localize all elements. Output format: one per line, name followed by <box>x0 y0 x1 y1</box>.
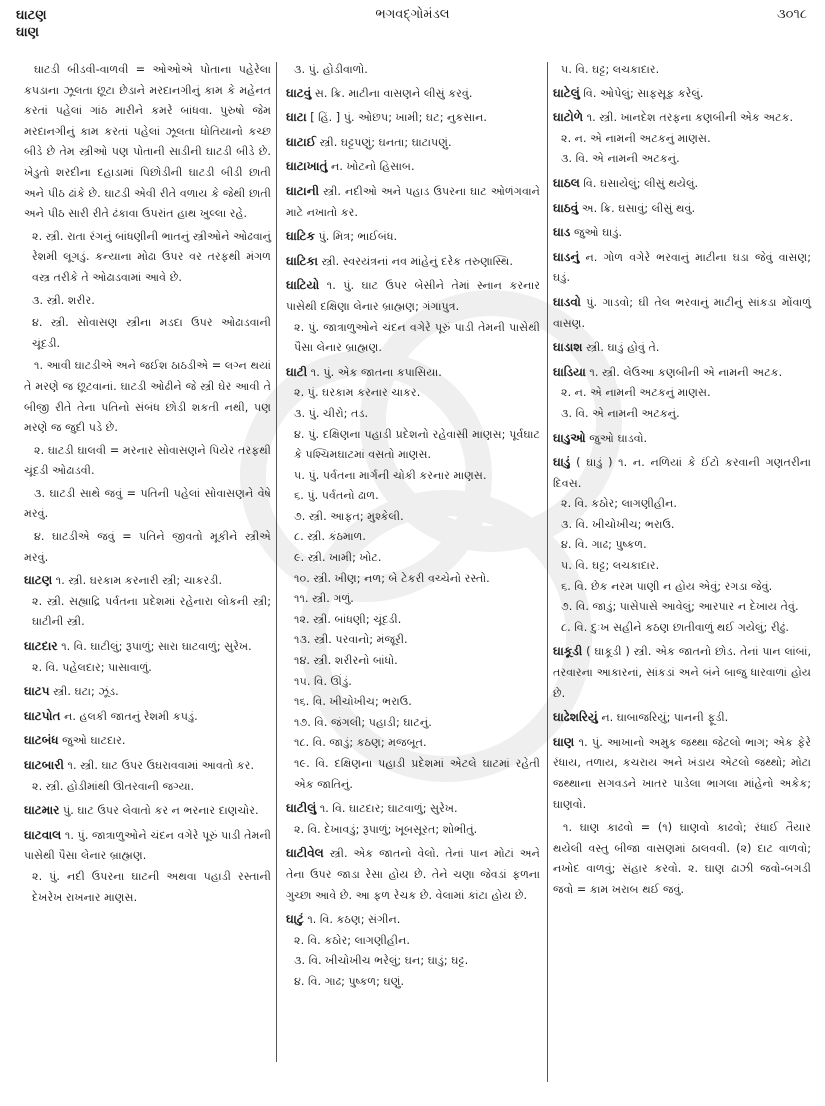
headword: ઘાટિક <box>286 229 315 244</box>
sense: ૯. સ્ત્રી. ખામી; ખોટ. <box>294 551 382 565</box>
sense: ૫. વિ. ઘટ્ટ; લચકાદાર. <box>561 559 660 573</box>
sense: ૪. વિ. ગાઢ; પુષ્કળ; ઘણું. <box>294 974 405 988</box>
sense: ૩. સ્ત્રી. શરીર. <box>32 293 95 307</box>
headword: ઘાટાઈ <box>286 134 316 149</box>
definition: ૧. વિ. ઘાટદાર; ઘાટવાળું; સુરેખ. <box>319 802 458 816</box>
headword: ઘાટોળે <box>553 110 584 125</box>
definition: ન. હલકી જાતનું રેશમી કપડું. <box>64 709 198 723</box>
page-number: ૩૦૧૮ <box>776 7 807 22</box>
headword: ઘાટીલું <box>286 801 317 816</box>
guide-word-first: ઘાટણ <box>16 8 47 23</box>
headword: ઘાણ <box>553 734 575 749</box>
definition: ૧. વિ. ઘાટીલું; રૂપાળું; સારા ઘાટવાળું; સુરેખ. <box>61 640 252 654</box>
column-divider <box>547 62 548 1082</box>
sense: ૨. સ્ત્રી. હોડીમાંથી ઊતરવાની જગ્યા. <box>32 779 195 793</box>
sense: ૬. વિ. છેક નરમ પાણી ન હોય એવું; રગડા જેવું. <box>561 579 773 593</box>
dictionary-entry <box>553 107 811 170</box>
definition: ૧. પું. આખાનો અમુક જથ્થા જેટલો ભાગ; એક ફેરે રંધાય, તળાય, કચરાય અને ખંડાય એટલો જથ્થો; મોટા જથ્થાના સગવડને ખાતર પાડેલા ભાગલા માંહેનો અકેક; ઘાણવો. <box>553 735 811 811</box>
sense: ૨. સ્ત્રી. રાતા રંગનું બાંધણીની ભાતનું સ્ત્રીઓને ઓઢવાનું રેશમી લૂગડું. કન્યાના મોઢા ઉપર વર તરફથી મંગળ વસ્ત્ર તરીકે તે ઓઢાડવામાં આવે છે. <box>32 229 271 284</box>
sense: ૭. સ્ત્રી. આફત; મુશ્કેલી. <box>294 509 404 523</box>
sense: ૮. વિ. દુઃખ સહીને કઠણ છાતીવાળું થઈ ગયેલું; રીઢું. <box>561 620 789 634</box>
dictionary-entry <box>553 83 811 105</box>
sense: ૭. વિ. જાડું; પાસેપાસે આવેલું; આરપાર ન દેખાય તેવું. <box>561 600 799 614</box>
definition: સ્ત્રી. ઘટા; ઝૂંડ. <box>53 685 119 699</box>
definition: અ. ક્રિ. ઘસાવું; લીસું થવું. <box>581 201 696 215</box>
sense: ૨. ન. એ નામની અટકનું માણસ. <box>561 386 711 400</box>
sense: ૩. પું. ચીરો; તડ. <box>294 406 369 420</box>
definition: ૧. સ્ત્રી. ઘાટ ઉપર ઉઘરાવવામાં આવતો કર. <box>67 759 255 772</box>
sense: ૨. વિ. પહેલદાર; પાસાવાળું. <box>32 660 152 674</box>
headword: ઘાઢેશરિયું <box>553 710 598 725</box>
sense: ૬. પું. પર્વતનો ઢાળ. <box>294 489 379 503</box>
headword: ઘાડાશ <box>553 340 583 355</box>
sense: ૧૧. સ્ત્રી. ગળું. <box>294 592 354 606</box>
definition: પું. મિત્ર; ભાઈબંધ. <box>318 230 398 244</box>
sense: ૩. વિ. ખીચોખીચ ભરેલું; ઘન; ઘાડું; ઘટ્ટ. <box>294 954 469 968</box>
definition: વિ. ઘસાયેલું; લીસું થયેલું. <box>583 176 699 190</box>
dictionary-entry <box>286 275 540 358</box>
headword: ઘાડ <box>553 225 571 240</box>
headword: ઘાટિકા <box>286 253 318 268</box>
idiom-paragraph: ૩. ઘાટડી સાથે જવું = પતિની પહેલાં સોવાસણને વેષે મરવું. <box>24 486 271 521</box>
dictionary-entry <box>286 156 540 178</box>
definition: ૧. પું. એક જાતના કપાસિયા. <box>310 365 442 379</box>
guide-word-last: ઘાણ <box>16 25 40 40</box>
headword: ઘાડું <box>553 455 571 470</box>
dictionary-entry <box>553 337 811 359</box>
dictionary-entry <box>553 362 811 425</box>
headword: ઘાઠલ <box>553 175 580 190</box>
column-2 <box>286 60 540 996</box>
dictionary-entry <box>286 909 540 992</box>
headword: ઘાટાની <box>286 183 320 198</box>
sense: ૧૦. સ્ત્રી. ખીણ; નળ; બે ટેકરી વચ્ચેનો રસ્તો. <box>294 571 490 585</box>
headword: ઘાટી <box>286 364 308 379</box>
headword: ઘાડનું <box>553 249 580 264</box>
headword: ઘાડિયા <box>553 364 586 379</box>
sense: ૧૮. વિ. જાડું; કઠણ; મજબૂત. <box>294 736 427 750</box>
definition: વિ. ઓપેલું; સાફસૂફ કરેલું. <box>583 86 704 100</box>
definition: જુઓ ઘાડવો. <box>589 431 648 445</box>
sense: ૨. પું. નદી ઉપરના ઘાટની અથવા પહાડી રસ્તાની દેખરેખ રાખનાર માણસ. <box>32 869 271 904</box>
headword: ઘાકૂડી <box>553 644 583 659</box>
dictionary-entry <box>553 452 811 638</box>
sense: ૨. વિ. કઠોર; લાગણીહીન. <box>561 497 677 511</box>
headword: ઘાડુઓ <box>553 430 586 445</box>
headword: ઘાટીવેલ <box>286 846 324 861</box>
definition: પું. ઘાટ ઉપર લેવાતો કર ન ભરનાર દાણચોર. <box>62 804 259 818</box>
definition: ( ઘાકૂડી ) સ્ત્રી. એક જાતનો છોડ. તેનાં પાન લાંબાં, તરવારના આકારનાં, સાંકડાં અને બંને બાજુ ધારવાળાં હોય છે. <box>553 645 811 700</box>
sense: ૨. પું. ઘરકામ કરનાર ચાકર. <box>294 386 421 400</box>
definition: જુઓ ઘાટદાર. <box>62 734 126 748</box>
headword: ઘાટદાર <box>24 639 58 654</box>
definition: ન. ગોળ વગેરે ભરવાનું માટીના ઘડા જેવું વાસણ; ઘડું. <box>553 250 812 285</box>
sense: ૨. પું. જાત્રાળુઓને ચંદન વગેરે પૂરું પાડી તેમની પાસેથી પૈસા લેનાર બ્રાહ્મણ. <box>294 320 540 355</box>
dictionary-entry <box>553 222 811 244</box>
dictionary-entry <box>286 181 540 223</box>
definition: જુઓ ઘાડું. <box>573 226 623 240</box>
definition: ૧. સ્ત્રી. લેઉઆ કણબીની એ નામની અટક. <box>589 365 783 379</box>
headword: ઘાટમાર <box>24 803 60 818</box>
sense: ૧૪. સ્ત્રી. શરીરનો બાંધો. <box>294 654 398 668</box>
dictionary-entry <box>286 843 540 906</box>
definition: પું. ગાડવો; ઘી તેલ ભરવાનું માટીનું સાંકડા મોંવાળું વાસણ. <box>553 295 811 330</box>
idiom-paragraph: ૨. ઘાટડી ઘાલવી = મરનાર સોવાસણને પિયેર તરફથી ચૂંદડી ઓઢાડવી. <box>24 443 271 478</box>
headword: ઘાટા <box>286 110 307 125</box>
sense: ૮. સ્ત્રી. કંઠમાળ. <box>294 530 366 544</box>
dictionary-entry <box>286 132 540 154</box>
dictionary-entry <box>24 755 271 797</box>
definition: સ્ત્રી. ઘાડું હોવું તે. <box>586 341 660 355</box>
dictionary-entry <box>553 732 811 815</box>
column-3 <box>553 60 811 903</box>
dictionary-entry <box>553 707 811 729</box>
sense: ૪. વિ. ગાઢ; પુષ્કળ. <box>561 538 647 552</box>
dictionary-entry <box>553 292 811 334</box>
sense: ૪. પું. દક્ષિણના પહાડી પ્રદેશનો રહેવાસી માણસ; પૂર્વઘાટ કે પશ્ચિમઘાટમાં વસતો માણસ. <box>294 427 540 462</box>
dictionary-entry <box>24 636 271 678</box>
dictionary-entry <box>553 198 811 220</box>
definition: ૧. વિ. કઠણ; સંગીન. <box>307 913 401 927</box>
definition: ૧. પું. ઘાટ ઉપર બેસીને તેમાં સ્નાન કરનાર પાસેથી દક્ષિણા લેનાર બ્રાહ્મણ; ગંગાપુત્ર. <box>286 279 541 313</box>
idiom-paragraph: ૧. આવી ઘાટડીએ અને જઈશ ઠાઠડીએ = લગ્ન થયાં તે મરણે જ છૂટવાનાં. ઘાટડી ઓઢીને જે સ્ત્રી ઘેર આવી તે બીજી રીતે તેના પતિનો સંબંધ છોડી શકતી નથી, પણ મરણે જ જુદી પડે છે. <box>24 359 271 435</box>
headword: ઘાડવો <box>553 294 581 309</box>
headword: ઘાટણ <box>24 573 53 588</box>
sense: ૩. વિ. એ નામની અટકનું. <box>561 152 680 166</box>
sense: ૧૫. વિ. ઊંડું. <box>294 674 352 688</box>
headword: ઘાટવું <box>286 85 312 100</box>
dictionary-entry <box>286 226 540 248</box>
sense: ૩. પું. હોડીવાળો. <box>294 63 368 76</box>
sense: ૫. પું. પર્વતના માર્ગની ચોકી કરનાર માણસ. <box>294 468 487 482</box>
dictionary-entry <box>553 641 811 704</box>
dictionary-entry <box>24 570 271 633</box>
sense: ૨. વિ. દેખાવડું; રૂપાળું; ખૂબસૂરત; શોભીતું. <box>294 822 478 836</box>
dictionary-entry <box>553 428 811 450</box>
definition: સ્ત્રી. ઘટ્ટપણું; ઘનતા; ઘાટાપણું. <box>319 135 452 149</box>
column-1 <box>24 60 271 911</box>
definition: ૧. સ્ત્રી. ખાનદેશ તરફના કણબીની એક અટક. <box>586 111 794 125</box>
dictionary-entry <box>286 362 540 795</box>
dictionary-entry <box>24 800 271 822</box>
definition: ન. ખોટનો હિસાબ. <box>331 160 415 174</box>
headword: ઘાટપોત <box>24 708 61 723</box>
headword: ઘાટું <box>286 912 304 927</box>
definition: ૧. સ્ત્રી. ઘરકામ કરનારી સ્ત્રી; ચાકરડી. <box>55 574 223 588</box>
idiom-paragraph: ૧. ઘાણ કાઢવો = (૧) ઘાણવો કાઢવો; રંધાઈ તૈયાર થયેલી વસ્તુ બીજા વાસણમાં ઠાલવવી. (૨) દાટ વાળવો; નખોદ વાળવું; સંહાર કરવો. ૨. ઘાણ ઢાઝી જવો-બગડી જવો = કામ ખરાબ થઈ જવું. <box>553 821 811 896</box>
headword: ઘાટબારી <box>24 758 64 772</box>
dictionary-entry <box>286 251 540 273</box>
idiom-paragraph: ૪. ઘાટડીએ જવું = પતિને જીવતો મૂકીને સ્ત્રીએ મરવું. <box>24 530 271 564</box>
sense: ૨. સ્ત્રી. સહ્યાદ્રિ પર્વતના પ્રદેશમાં રહેનારા લોકની સ્ત્રી; ઘાટીની સ્ત્રી. <box>32 594 271 629</box>
page-title: ભગવદ્ગોમંડલ <box>375 7 450 22</box>
sense: ૨. વિ. કઠોર; લાગણીહીન. <box>294 933 410 947</box>
definition: ( ઘાડું ) ૧. ન. નળિયાં કે ઈંટો કરવાની ગણતરીના દિવસ. <box>553 456 812 490</box>
sense: ૧૭. વિ. જંગલી; પહાડી; ઘાટનું. <box>294 715 432 729</box>
sense: ૫. વિ. ઘટ્ટ; લચકાદાર. <box>561 63 660 76</box>
column-divider <box>276 62 277 1062</box>
sense: ૩. વિ. એ નામની અટકનું. <box>561 406 680 420</box>
definition: ૧. પું. જાત્રાળુઓને ચંદન વગેરે પૂરું પાડી તેમની પાસેથી પૈસા લેનાર બ્રાહ્મણ. <box>24 828 271 863</box>
definition: [ હિં. ] પું. ઓછપ; ખામી; ઘટ; નુકસાન. <box>310 111 487 125</box>
page-header <box>0 0 825 42</box>
dictionary-entry <box>24 825 271 908</box>
sense: ૨. ન. એ નામની અટકનું માણસ. <box>561 131 711 145</box>
dictionary-entry <box>24 681 271 703</box>
definition: સ્ત્રી. એક જાતનો વેલો. તેનાં પાન મોટાં અને તેના ઉપર જાડા રેસા હોય છે. તેને ચણા જેવડાં ફળના ગુચ્છા આવે છે. આ ફળ રેચક છે. વેલામાં કાંટા હોય છે. <box>286 847 540 902</box>
dictionary-entry <box>553 247 811 289</box>
dictionary-entry <box>553 173 811 195</box>
headword: ઘાટવાલ <box>24 827 62 842</box>
dictionary-entry <box>286 798 540 840</box>
sense: ૪. સ્ત્રી. સોવાસણ સ્ત્રીના મડદા ઉપર ઓઢાડવાની ચૂંદડી. <box>32 316 271 350</box>
dictionary-entry <box>286 107 540 129</box>
dictionary-entry <box>286 83 540 105</box>
headword: ઘાટપ <box>24 684 50 699</box>
headword: ઘાટબંધ <box>24 733 59 748</box>
headword: ઘાઠવું <box>553 200 579 215</box>
definition: સ્ત્રી. નદીઓ અને પહાડ ઉપરના ઘાટ ઓળંગવાને માટે નખાતો કર. <box>286 184 540 219</box>
headword: ઘાટાખાતું <box>286 159 328 174</box>
definition: સ્ત્રી. સ્વરયંત્રનાં નવ માંહેનું દરેક તરુણાસ્થિ. <box>321 254 513 268</box>
definition: સ. ક્રિ. માટીના વાસણને લીસું કરવું. <box>314 86 473 100</box>
headword: ઘાટિયો <box>286 278 320 293</box>
sense: ૧૨. સ્ત્રી. બાંધણી; ચૂંદડી. <box>294 612 402 626</box>
dictionary-entry <box>24 706 271 728</box>
definition: ન. ઘાબાજરિયું; પાનની ફૂડી. <box>601 711 729 725</box>
sense: ૧૩. સ્ત્રી. પરવાનો; મંજૂરી. <box>294 633 408 647</box>
sense: ૧૯. વિ. દક્ષિણના પહાડી પ્રદેશમાં એટલે ઘાટમાં રહેતી એક જાતિનું. <box>294 757 540 791</box>
idiom-paragraph: ઘાટડી બીડવી-વાળવી = ઓઓએ પોતાના પહેરેલા કપડાના ઝૂલતા છૂટા છેડાને મરદાનગીનું કામ કે મહેનત કરતાં પહેલાં ગાંઠ મારીને કમરે બાંધવા. પુરુષો જેમ મરદાનગીનું કામ કરતાં પહેલાં ઝૂલતા ધોતિયાનો કચ્છ બીડે છે તેમ સ્ત્રીઓ પણ પોતાની સાડીની ઘાટડી બીડે છે. ખેડુતો શરદીના દહાડામાં પિછોડીની ઘાટડી બીડી છાતી અને પીઠ ઢાંકે છે. ઘાટડી એવી રીતે વળાય કે જેથી છાતી અને પીઠ સારી રીતે ઢંકાવા ઉપરાંત હાથ ખુલ્લા રહે. <box>24 63 271 221</box>
headword: ઘાટેલું <box>553 85 580 100</box>
sense: ૩. વિ. ખીચોખીચ; ભરાઉ. <box>561 517 675 531</box>
sense: ૧૬. વિ. ખીચોખીચ; ભરાઉ. <box>294 695 412 709</box>
dictionary-entry <box>24 730 271 752</box>
